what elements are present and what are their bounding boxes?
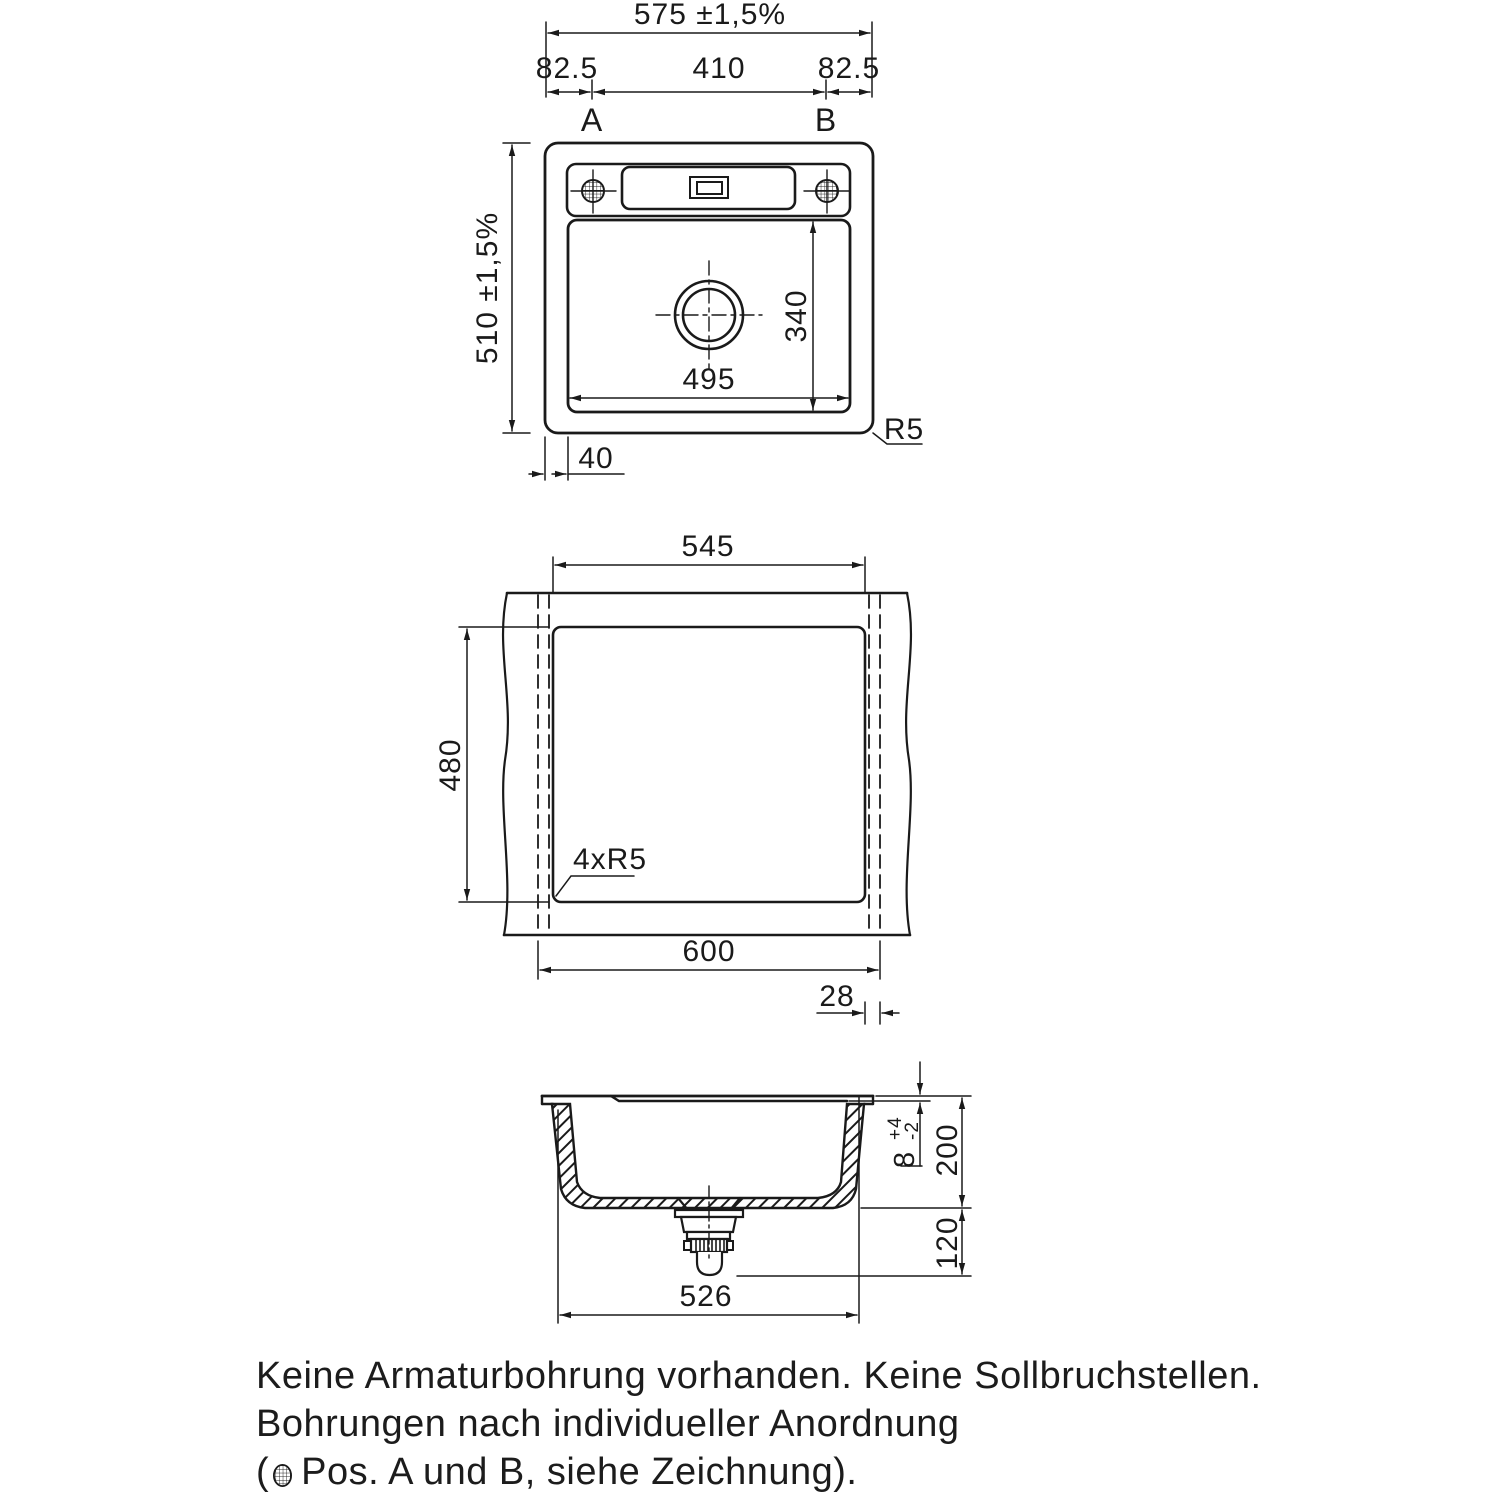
sink-wall-section	[552, 1104, 864, 1208]
radius-label-r5: R5	[883, 413, 925, 446]
section-view	[542, 1062, 971, 1323]
dim-label-40: 40	[578, 442, 614, 475]
position-b-label: B	[814, 102, 838, 138]
cutout-dim-cabinet	[538, 935, 880, 979]
tap-hole-a-icon	[571, 170, 616, 213]
note-line-3	[256, 1448, 1262, 1496]
rim-profile	[542, 1096, 873, 1104]
plan-dim-bowl-depth	[780, 222, 813, 410]
countertop-slab	[503, 593, 911, 935]
dim-label-575: 575 ±1,5%	[633, 0, 787, 31]
radius-label-4xr5: 4xR5	[573, 843, 648, 876]
dim-label-right-82-5: 82.5	[817, 52, 881, 85]
dim-label-8-plus: +4	[885, 1116, 906, 1140]
plan-radius-callout	[873, 413, 924, 446]
overflow-inner	[697, 182, 722, 194]
position-a-label: A	[580, 102, 604, 138]
plan-view	[471, 0, 924, 480]
note-line-2: Bohrungen nach individueller Anordnung	[256, 1403, 960, 1445]
plan-dim-total-depth	[471, 143, 530, 433]
note-line-1: Keine Armaturbohrung vorhanden. Keine Sollbruchstellen.	[256, 1355, 1262, 1397]
break-line-right	[906, 593, 911, 935]
section-dim-drain-height	[737, 1210, 971, 1276]
dim-label-526: 526	[679, 1280, 733, 1313]
plan-dim-hole-positions	[536, 52, 880, 99]
dim-label-410: 410	[692, 52, 746, 85]
dim-label-120: 120	[931, 1216, 964, 1270]
dim-label-340: 340	[780, 289, 813, 343]
dim-label-600: 600	[682, 935, 736, 968]
dim-label-8: 8	[889, 1150, 921, 1168]
dim-label-495: 495	[682, 363, 736, 396]
cutout-radius-callout	[556, 843, 647, 896]
notes-block	[256, 1352, 1262, 1496]
drain-plan-icon	[656, 261, 762, 369]
break-line-left	[503, 593, 508, 935]
drill-position-marker-icon	[272, 1462, 293, 1488]
dim-label-8-minus: -2	[902, 1121, 923, 1140]
dim-label-510: 510 ±1,5%	[471, 211, 504, 365]
dim-label-200: 200	[931, 1123, 964, 1177]
cutout-view	[434, 530, 911, 1024]
cutout-dim-depth	[434, 627, 549, 902]
plan-dim-bowl-width	[570, 363, 848, 398]
dim-label-480: 480	[434, 738, 467, 792]
tap-hole-b-icon	[804, 170, 849, 213]
deck-tray	[622, 167, 795, 209]
note-line-3-open: (	[256, 1451, 270, 1493]
cutout-dim-width	[553, 530, 865, 592]
dim-label-28: 28	[819, 980, 855, 1013]
dim-label-545: 545	[681, 530, 735, 563]
plan-dim-rim-width	[529, 437, 624, 480]
dim-label-left-82-5: 82.5	[535, 52, 599, 85]
dim-label-8-tol	[885, 1116, 923, 1168]
note-line-3-rest: Pos. A und B, siehe Zeichnung).	[301, 1451, 858, 1493]
cutout-dim-offset	[817, 980, 899, 1024]
